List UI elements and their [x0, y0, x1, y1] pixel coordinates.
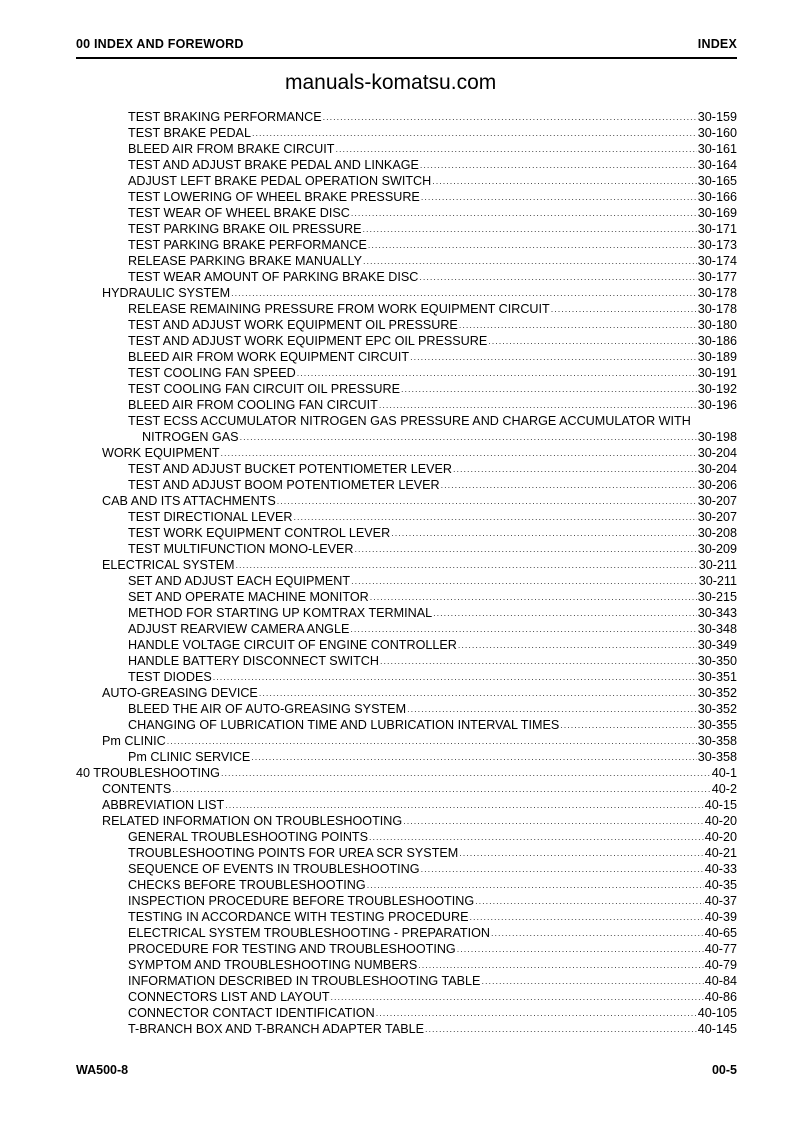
toc-entry[interactable]	[76, 893, 737, 909]
toc-entry-title: ABBREVIATION LIST	[102, 798, 225, 812]
toc-entry[interactable]	[76, 749, 737, 765]
toc-entry-page: 40-21	[704, 846, 737, 860]
toc-entry[interactable]	[76, 813, 737, 829]
dot-leader	[420, 157, 697, 173]
dot-leader	[425, 1021, 697, 1037]
footer-model: WA500-8	[76, 1063, 129, 1077]
toc-entry[interactable]	[76, 493, 737, 509]
dot-leader	[369, 829, 704, 845]
toc-entry[interactable]	[76, 605, 737, 621]
dot-leader	[331, 989, 704, 1005]
toc-entry-title: CHECKS BEFORE TROUBLESHOOTING	[128, 878, 366, 892]
toc-entry[interactable]	[76, 909, 737, 925]
toc-entry-page: 30-204	[697, 446, 737, 460]
dot-leader	[491, 925, 704, 941]
toc-entry-page: 40-15	[704, 798, 737, 812]
toc-entry-page: 40-35	[704, 878, 737, 892]
dot-leader	[172, 781, 711, 797]
toc-entry-title: CHANGING OF LUBRICATION TIME AND LUBRICATION INTERVAL TIMES	[128, 718, 560, 732]
toc-entry-title: TEST COOLING FAN CIRCUIT OIL PRESSURE	[128, 382, 400, 396]
footer-page-number: 00-5	[711, 1063, 737, 1077]
page-footer	[76, 1063, 737, 1077]
toc-entry[interactable]	[76, 365, 737, 381]
dot-leader	[453, 461, 697, 477]
toc-entry[interactable]	[76, 925, 737, 941]
toc-entry-page: 30-160	[697, 126, 737, 140]
toc-entry-title: TEST AND ADJUST BRAKE PEDAL AND LINKAGE	[128, 158, 419, 172]
toc-entry[interactable]	[76, 637, 737, 653]
toc-entry-title: TEST WEAR OF WHEEL BRAKE DISC	[128, 206, 350, 220]
toc-entry-title: Pm CLINIC	[102, 734, 166, 748]
toc-entry-title: ELECTRICAL SYSTEM TROUBLESHOOTING - PREPARATION	[128, 926, 491, 940]
watermark: manuals-komatsu.com	[285, 71, 497, 94]
toc-entry-title: T-BRANCH BOX AND T-BRANCH ADAPTER TABLE	[128, 1022, 425, 1036]
toc-entry[interactable]	[76, 845, 737, 861]
toc-entry-page: 30-204	[697, 462, 737, 476]
toc-entry-title: TEST PARKING BRAKE OIL PRESSURE	[128, 222, 362, 236]
toc-entry-title: TEST AND ADJUST BOOM POTENTIOMETER LEVER	[128, 478, 440, 492]
toc-entry-page: 40-20	[704, 830, 737, 844]
toc-entry-title: TEST BRAKE PEDAL	[128, 126, 251, 140]
toc-entry-page: 30-358	[697, 750, 737, 764]
toc-entry-title: TEST WORK EQUIPMENT CONTROL LEVER	[128, 526, 391, 540]
toc-entry[interactable]	[76, 829, 737, 845]
toc-entry-title: SYMPTOM AND TROUBLESHOOTING NUMBERS	[128, 958, 418, 972]
toc-entry-title: TEST DIRECTIONAL LEVER	[128, 510, 293, 524]
dot-leader	[221, 445, 697, 461]
toc-entry-page: 30-211	[698, 574, 737, 588]
table-of-contents	[76, 109, 737, 1037]
dot-leader	[433, 605, 697, 621]
toc-entry[interactable]	[76, 253, 737, 269]
toc-entry-page: 30-186	[697, 334, 737, 348]
toc-entry-page: 40-145	[697, 1022, 737, 1036]
toc-entry[interactable]	[76, 877, 737, 893]
dot-leader	[441, 477, 697, 493]
dot-leader	[410, 349, 697, 365]
toc-entry[interactable]	[76, 669, 737, 685]
dot-leader	[225, 797, 704, 813]
toc-entry-title: TEST AND ADJUST BUCKET POTENTIOMETER LEVER	[128, 462, 453, 476]
toc-entry[interactable]	[76, 301, 737, 317]
page-header	[76, 37, 737, 51]
toc-entry-page: 30-352	[697, 686, 737, 700]
toc-entry[interactable]	[76, 189, 737, 205]
toc-entry-title: TESTING IN ACCORDANCE WITH TESTING PROCEDURE	[128, 910, 469, 924]
toc-entry-page: 40-33	[704, 862, 737, 876]
toc-entry-title: SET AND ADJUST EACH EQUIPMENT	[128, 574, 351, 588]
toc-entry-page: 30-166	[697, 190, 737, 204]
toc-entry-page: 30-206	[697, 478, 737, 492]
toc-entry-page: 30-174	[697, 254, 737, 268]
dot-leader	[351, 205, 697, 221]
toc-entry-page: 40-84	[704, 974, 737, 988]
toc-entry-page: 30-209	[697, 542, 737, 556]
toc-entry-title: CONTENTS	[102, 782, 172, 796]
toc-entry-title: BLEED AIR FROM COOLING FAN CIRCUIT	[128, 398, 378, 412]
toc-entry-page: 30-352	[697, 702, 737, 716]
toc-entry-title: TEST AND ADJUST WORK EQUIPMENT OIL PRESSURE	[128, 318, 458, 332]
dot-leader	[379, 397, 697, 413]
toc-entry-page: 30-348	[697, 622, 737, 636]
toc-entry[interactable]	[76, 157, 737, 173]
toc-entry[interactable]	[76, 509, 737, 525]
toc-entry[interactable]	[76, 701, 737, 717]
toc-entry-page: 30-358	[697, 734, 737, 748]
toc-entry-page: 30-180	[697, 318, 737, 332]
dot-leader	[418, 957, 704, 973]
dot-leader	[459, 845, 704, 861]
toc-entry[interactable]	[76, 109, 737, 125]
dot-leader	[335, 141, 696, 157]
toc-entry-title: TEST MULTIFUNCTION MONO-LEVER	[128, 542, 354, 556]
toc-entry-title: RELEASE PARKING BRAKE MANUALLY	[128, 254, 362, 268]
toc-entry-page: 30-189	[697, 350, 737, 364]
toc-entry-page: 40-1	[711, 766, 737, 780]
toc-entry-page: 30-196	[697, 398, 737, 412]
dot-leader	[407, 701, 697, 717]
toc-entry-title: INFORMATION DESCRIBED IN TROUBLESHOOTING TABLE	[128, 974, 481, 988]
header-rule	[76, 57, 737, 59]
header-index-label: INDEX	[697, 37, 737, 51]
dot-leader	[421, 861, 704, 877]
toc-entry[interactable]	[76, 333, 737, 349]
toc-entry-page: 30-198	[697, 430, 737, 444]
dot-leader	[481, 973, 703, 989]
toc-entry-title: PROCEDURE FOR TESTING AND TROUBLESHOOTING	[128, 942, 456, 956]
toc-entry[interactable]	[76, 573, 737, 589]
toc-entry-title: CONNECTOR CONTACT IDENTIFICATION	[128, 1006, 375, 1020]
toc-entry-page: 40-79	[704, 958, 737, 972]
dot-leader	[421, 189, 697, 205]
toc-entry-page: 40-37	[704, 894, 737, 908]
dot-leader	[391, 525, 697, 541]
toc-entry[interactable]	[76, 125, 737, 141]
toc-entry-page: 30-350	[697, 654, 737, 668]
dot-leader	[488, 333, 697, 349]
toc-entry-title: RELATED INFORMATION ON TROUBLESHOOTING	[102, 814, 403, 828]
toc-entry[interactable]	[76, 461, 737, 477]
dot-leader	[231, 285, 697, 301]
toc-entry-title: Pm CLINIC SERVICE	[128, 750, 251, 764]
toc-entry-page: 30-211	[698, 558, 737, 572]
toc-entry[interactable]	[76, 397, 737, 413]
toc-entry-title: AUTO-GREASING DEVICE	[102, 686, 258, 700]
dot-leader	[350, 621, 696, 637]
toc-entry[interactable]	[76, 269, 737, 285]
header-section-title: 00 INDEX AND FOREWORD	[76, 37, 244, 51]
toc-entry[interactable]	[76, 957, 737, 973]
toc-entry-title: TEST LOWERING OF WHEEL BRAKE PRESSURE	[128, 190, 420, 204]
toc-entry[interactable]	[76, 525, 737, 541]
toc-entry[interactable]	[76, 1021, 737, 1037]
toc-entry[interactable]	[76, 861, 737, 877]
toc-entry[interactable]	[76, 1005, 737, 1021]
toc-entry[interactable]	[76, 477, 737, 493]
toc-entry-page: 30-178	[697, 286, 737, 300]
dot-leader	[167, 733, 697, 749]
toc-entry-page: 40-39	[704, 910, 737, 924]
dot-leader	[419, 269, 696, 285]
dot-leader	[401, 381, 697, 397]
toc-entry[interactable]	[76, 541, 737, 557]
dot-leader	[213, 669, 697, 685]
toc-entry[interactable]	[76, 989, 737, 1005]
toc-entry[interactable]	[76, 445, 737, 461]
toc-entry-title: WORK EQUIPMENT	[102, 446, 220, 460]
dot-leader	[297, 365, 697, 381]
toc-entry-page: 30-351	[697, 670, 737, 684]
dot-leader	[551, 301, 697, 317]
toc-entry-title: RELEASE REMAINING PRESSURE FROM WORK EQUIPMENT CIRCUIT	[128, 302, 550, 316]
dot-leader	[370, 589, 697, 605]
dot-leader	[560, 717, 697, 733]
dot-leader	[236, 557, 698, 573]
toc-entry-title: TEST BRAKING PERFORMANCE	[128, 110, 322, 124]
dot-leader	[240, 429, 697, 445]
toc-entry[interactable]	[76, 237, 737, 253]
toc-entry-title: TEST AND ADJUST WORK EQUIPMENT EPC OIL PRESSURE	[128, 334, 488, 348]
toc-entry[interactable]	[76, 653, 737, 669]
dot-leader	[457, 941, 704, 957]
toc-entry[interactable]	[76, 781, 737, 797]
toc-entry-page: 30-192	[697, 382, 737, 396]
toc-entry[interactable]	[76, 941, 737, 957]
toc-entry-page: 30-159	[697, 110, 737, 124]
dot-leader	[351, 573, 698, 589]
toc-entry-title: HYDRAULIC SYSTEM	[102, 286, 231, 300]
dot-leader	[403, 813, 704, 829]
dot-leader	[277, 493, 697, 509]
toc-entry-page: 30-355	[697, 718, 737, 732]
toc-entry-title: ELECTRICAL SYSTEM	[102, 558, 235, 572]
toc-entry-title: HANDLE BATTERY DISCONNECT SWITCH	[128, 654, 379, 668]
toc-entry-title: BLEED AIR FROM BRAKE CIRCUIT	[128, 142, 335, 156]
toc-entry-page: 30-349	[697, 638, 737, 652]
toc-entry-title: TEST WEAR AMOUNT OF PARKING BRAKE DISC	[128, 270, 419, 284]
toc-entry[interactable]	[76, 557, 737, 573]
toc-entry[interactable]	[76, 317, 737, 333]
toc-entry-page: 30-164	[697, 158, 737, 172]
toc-entry[interactable]	[76, 141, 737, 157]
toc-entry[interactable]	[76, 429, 737, 445]
toc-entry-title: CAB AND ITS ATTACHMENTS	[102, 494, 276, 508]
toc-entry-page: 30-165	[697, 174, 737, 188]
toc-entry-title: SEQUENCE OF EVENTS IN TROUBLESHOOTING	[128, 862, 420, 876]
dot-leader	[459, 317, 697, 333]
toc-entry[interactable]	[76, 797, 737, 813]
toc-entry-page: 40-65	[704, 926, 737, 940]
toc-entry[interactable]	[76, 973, 737, 989]
dot-leader	[380, 653, 697, 669]
toc-entry-title: CONNECTORS LIST AND LAYOUT	[128, 990, 330, 1004]
toc-entry[interactable]	[76, 733, 737, 749]
dot-leader	[252, 125, 697, 141]
dot-leader	[475, 893, 704, 909]
toc-entry-page: 30-169	[697, 206, 737, 220]
toc-entry-page: 30-178	[697, 302, 737, 316]
toc-entry[interactable]	[76, 381, 737, 397]
dot-leader	[355, 541, 697, 557]
toc-entry-page: 40-20	[704, 814, 737, 828]
toc-entry-page: 40-77	[704, 942, 737, 956]
toc-entry[interactable]	[76, 285, 737, 301]
toc-entry-page: 30-207	[697, 494, 737, 508]
dot-leader	[376, 1005, 697, 1021]
toc-entry[interactable]	[76, 413, 737, 429]
dot-leader	[432, 173, 697, 189]
toc-entry-title: TEST COOLING FAN SPEED	[128, 366, 296, 380]
toc-entry-title: TEST DIODES	[128, 670, 212, 684]
toc-entry[interactable]	[76, 221, 737, 237]
toc-entry-title: SET AND OPERATE MACHINE MONITOR	[128, 590, 369, 604]
toc-entry-title: BLEED AIR FROM WORK EQUIPMENT CIRCUIT	[128, 350, 410, 364]
toc-entry-title: BLEED THE AIR OF AUTO-GREASING SYSTEM	[128, 702, 407, 716]
dot-leader	[470, 909, 704, 925]
toc-entry-title: NITROGEN GAS	[142, 430, 239, 444]
toc-entry[interactable]	[76, 621, 737, 637]
toc-entry-title: ADJUST LEFT BRAKE PEDAL OPERATION SWITCH	[128, 174, 432, 188]
dot-leader	[323, 109, 697, 125]
toc-entry-page: 40-2	[711, 782, 737, 796]
toc-entry-page: 30-208	[697, 526, 737, 540]
toc-entry-page: 30-215	[697, 590, 737, 604]
dot-leader	[367, 877, 704, 893]
toc-entry-page: 30-173	[697, 238, 737, 252]
dot-leader	[458, 637, 697, 653]
dot-leader	[259, 685, 697, 701]
toc-entry-page: 40-105	[697, 1006, 737, 1020]
toc-entry[interactable]	[76, 765, 737, 781]
toc-entry[interactable]	[76, 173, 737, 189]
toc-entry[interactable]	[76, 685, 737, 701]
dot-leader	[363, 253, 697, 269]
toc-entry-page: 30-171	[697, 222, 737, 236]
toc-entry-title: HANDLE VOLTAGE CIRCUIT OF ENGINE CONTROLLER	[128, 638, 457, 652]
toc-entry[interactable]	[76, 589, 737, 605]
toc-entry[interactable]	[76, 349, 737, 365]
dot-leader	[221, 765, 711, 781]
toc-entry[interactable]	[76, 205, 737, 221]
toc-entry-title: TROUBLESHOOTING POINTS FOR UREA SCR SYSTEM	[128, 846, 459, 860]
toc-entry-page: 30-191	[697, 366, 737, 380]
toc-entry-page: 30-207	[697, 510, 737, 524]
toc-entry-title: GENERAL TROUBLESHOOTING POINTS	[128, 830, 369, 844]
toc-entry-page: 30-177	[697, 270, 737, 284]
dot-leader	[363, 221, 697, 237]
toc-entry-title: ADJUST REARVIEW CAMERA ANGLE	[128, 622, 350, 636]
toc-entry-title: TEST PARKING BRAKE PERFORMANCE	[128, 238, 367, 252]
toc-entry-title: INSPECTION PROCEDURE BEFORE TROUBLESHOOTING	[128, 894, 475, 908]
toc-entry-page: 40-86	[704, 990, 737, 1004]
toc-entry[interactable]	[76, 717, 737, 733]
toc-entry-page: 30-343	[697, 606, 737, 620]
toc-entry-title: TEST ECSS ACCUMULATOR NITROGEN GAS PRESSURE AND CHARGE ACCUMULATOR WITH	[128, 414, 691, 428]
toc-entry-title: METHOD FOR STARTING UP KOMTRAX TERMINAL	[128, 606, 433, 620]
toc-entry-page: 30-161	[697, 142, 737, 156]
dot-leader	[368, 237, 697, 253]
dot-leader	[251, 749, 697, 765]
toc-entry-title: 40 TROUBLESHOOTING	[76, 766, 220, 780]
dot-leader	[293, 509, 696, 525]
